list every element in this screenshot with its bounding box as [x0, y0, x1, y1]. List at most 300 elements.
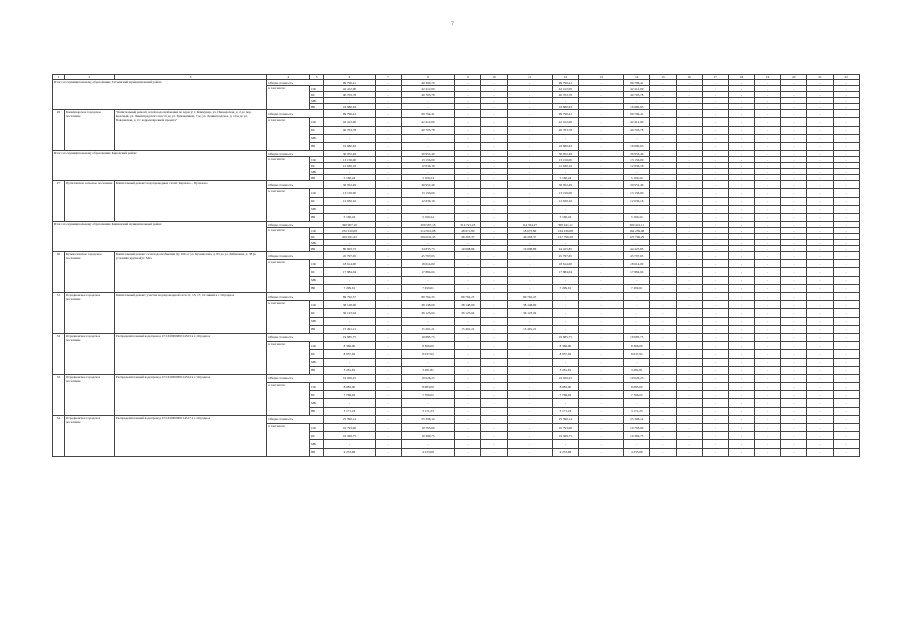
value-cell: -	[728, 276, 754, 284]
fund-source-label: БС	[310, 234, 324, 240]
value-cell: -	[702, 440, 728, 448]
value-cell: -	[481, 197, 507, 205]
total-cost-label: Общая стоимость	[267, 151, 324, 157]
including-label: в том числе:	[267, 301, 310, 334]
value-cell: -	[650, 189, 676, 197]
settlement-name: Отрадненское городское поселение	[64, 293, 114, 334]
value-cell: -	[624, 325, 650, 333]
value-cell: -	[481, 175, 507, 181]
value-cell: -	[728, 92, 754, 98]
value-cell: -	[578, 293, 623, 301]
value-cell: -	[324, 358, 375, 366]
value-cell: -	[702, 293, 728, 301]
column-number-header: 15	[650, 75, 676, 80]
value-cell: 8 366,00	[401, 342, 455, 350]
value-cell: 12 636,16	[552, 197, 578, 205]
value-cell: -	[728, 342, 754, 350]
value-cell: -	[650, 260, 676, 268]
value-cell: -	[507, 163, 552, 169]
value-cell: -	[702, 309, 728, 317]
value-cell: -	[755, 399, 781, 407]
value-cell: -	[755, 309, 781, 317]
value-cell: -	[578, 134, 623, 142]
settlement-name: Кузьмоловское городское поселение	[64, 252, 114, 293]
value-cell: -	[401, 134, 455, 142]
value-cell: -	[833, 358, 859, 366]
object-description: Капитальный ремонт сети водоснабжения Ду 160 от ул. Кузьмолова, д. 63 до ул. Рябиновая, д. 38 (в условиях крупной) г. Мга	[114, 252, 266, 293]
value-cell: -	[781, 407, 807, 415]
value-cell: -	[807, 358, 833, 366]
value-cell: -	[507, 432, 552, 440]
value-cell: -	[833, 293, 859, 301]
value-cell: -	[702, 213, 728, 221]
value-cell: -	[807, 342, 833, 350]
value-cell: -	[807, 175, 833, 181]
including-label: в том числе:	[267, 86, 310, 110]
value-cell: -	[833, 284, 859, 292]
value-cell: 164 239,08	[624, 228, 650, 234]
value-cell: -	[481, 293, 507, 301]
value-cell: 10 793,00	[324, 424, 375, 432]
value-cell: -	[781, 181, 807, 189]
value-cell: -	[702, 350, 728, 358]
value-cell: -	[578, 104, 623, 110]
value-cell: -	[781, 234, 807, 240]
value-cell: -	[781, 424, 807, 432]
value-cell: -	[375, 197, 401, 205]
value-cell: 13 156,00	[401, 157, 455, 163]
value-cell: 42 412,00	[324, 86, 375, 92]
value-cell: -	[833, 163, 859, 169]
value-cell: 8 366,00	[552, 342, 578, 350]
value-cell: -	[807, 276, 833, 284]
value-cell: 8 037,92	[552, 350, 578, 358]
total-cost-label: Общая стоимость	[267, 80, 324, 86]
value-cell: -	[324, 98, 375, 104]
value-cell: -	[481, 189, 507, 197]
value-cell: -	[676, 415, 702, 423]
value-cell: -	[401, 169, 455, 175]
budget-table-container	[52, 74, 859, 457]
total-cost-label: Общая стоимость	[267, 222, 324, 228]
value-cell: -	[833, 92, 859, 98]
value-cell: 46 203,37	[507, 234, 552, 240]
value-cell: -	[375, 424, 401, 432]
value-cell: -	[676, 163, 702, 169]
value-cell: -	[781, 268, 807, 276]
value-cell: -	[833, 366, 859, 374]
column-number-header: 10	[481, 75, 507, 80]
value-cell: -	[650, 98, 676, 104]
including-label: в том числе:	[267, 342, 310, 375]
value-cell: -	[676, 276, 702, 284]
value-cell: 30 952,49	[624, 181, 650, 189]
value-cell: -	[781, 175, 807, 181]
value-cell: -	[481, 366, 507, 374]
value-cell: -	[807, 80, 833, 86]
value-cell: -	[481, 252, 507, 260]
column-number-header: 6	[324, 75, 375, 80]
value-cell: -	[578, 415, 623, 423]
value-cell: -	[578, 268, 623, 276]
value-cell: -	[650, 163, 676, 169]
value-cell: -	[481, 284, 507, 292]
value-cell: -	[507, 197, 552, 205]
fund-source-label: ВБ	[310, 448, 324, 456]
value-cell: -	[702, 246, 728, 252]
value-cell: -	[375, 169, 401, 175]
value-cell: 45 797,65	[324, 252, 375, 260]
value-cell: -	[702, 157, 728, 163]
value-cell: -	[650, 228, 676, 234]
value-cell: -	[552, 309, 578, 317]
value-cell: -	[552, 276, 578, 284]
section-total-label: Итого по муниципальному образованию Киришский муниципальный район:	[53, 222, 267, 252]
value-cell: -	[755, 110, 781, 118]
value-cell: -	[781, 350, 807, 358]
value-cell: -	[728, 157, 754, 163]
value-cell: -	[702, 92, 728, 98]
value-cell: -	[755, 325, 781, 333]
value-cell: -	[755, 415, 781, 423]
value-cell: -	[455, 189, 481, 197]
value-cell: -	[755, 268, 781, 276]
value-cell: -	[481, 333, 507, 341]
fund-source-label: СФ	[310, 342, 324, 350]
settlement-name: Коммунарское городское поселение	[64, 110, 114, 151]
value-cell: 212 910,08	[401, 228, 455, 234]
value-cell: 36 123,04	[507, 309, 552, 317]
value-cell: -	[781, 276, 807, 284]
column-number-header: 22	[833, 75, 859, 80]
value-cell: -	[807, 407, 833, 415]
value-cell: -	[781, 317, 807, 325]
value-cell: 15 491,21	[455, 325, 481, 333]
value-cell: -	[833, 151, 859, 157]
value-cell: -	[728, 284, 754, 292]
value-cell: -	[507, 276, 552, 284]
value-cell: 19 685,75	[401, 333, 455, 341]
value-cell: -	[401, 440, 455, 448]
value-cell: -	[781, 260, 807, 268]
value-cell: 16 680,63	[624, 142, 650, 150]
value-cell: -	[833, 142, 859, 150]
value-cell: 10 369,75	[324, 432, 375, 440]
value-cell: -	[781, 333, 807, 341]
value-cell: -	[578, 391, 623, 399]
value-cell: -	[481, 407, 507, 415]
value-cell: -	[807, 163, 833, 169]
value-cell: -	[807, 333, 833, 341]
value-cell: -	[650, 92, 676, 98]
value-cell: -	[728, 104, 754, 110]
value-cell: -	[781, 213, 807, 221]
value-cell: -	[375, 317, 401, 325]
value-cell: -	[702, 134, 728, 142]
value-cell: -	[781, 197, 807, 205]
value-cell: -	[676, 284, 702, 292]
value-cell: -	[650, 333, 676, 341]
value-cell: 18 614,00	[552, 260, 578, 268]
value-cell: -	[375, 325, 401, 333]
value-cell: -	[781, 98, 807, 104]
table-row	[53, 333, 860, 341]
value-cell: 18 614,00	[324, 260, 375, 268]
value-cell: -	[781, 432, 807, 440]
value-cell: -	[781, 246, 807, 252]
value-cell: -	[375, 175, 401, 181]
value-cell: -	[807, 205, 833, 213]
value-cell: -	[455, 151, 481, 157]
value-cell: -	[755, 104, 781, 110]
value-cell: 42 412,00	[324, 118, 375, 126]
value-cell: -	[702, 126, 728, 134]
value-cell: -	[455, 374, 481, 382]
value-cell: -	[807, 98, 833, 104]
value-cell: -	[324, 205, 375, 213]
value-cell: -	[481, 163, 507, 169]
value-cell: -	[755, 175, 781, 181]
value-cell: -	[833, 374, 859, 382]
value-cell: 30 952,49	[624, 151, 650, 157]
value-cell: -	[375, 181, 401, 189]
value-cell: -	[807, 252, 833, 260]
value-cell: -	[702, 325, 728, 333]
value-cell: -	[702, 86, 728, 92]
value-cell: -	[676, 260, 702, 268]
value-cell: -	[507, 252, 552, 260]
value-cell: 16 680,63	[624, 104, 650, 110]
value-cell: -	[676, 252, 702, 260]
value-cell: 99 796,41	[324, 110, 375, 118]
value-cell: 204 041,43	[324, 234, 375, 240]
value-cell: 44 425,85	[624, 246, 650, 252]
value-cell: -	[507, 142, 552, 150]
total-cost-label: Общая стоимость	[267, 333, 324, 341]
value-cell: -	[650, 268, 676, 276]
value-cell: -	[676, 134, 702, 142]
fund-source-label: ВБ	[310, 246, 324, 252]
item-number: 34	[53, 415, 65, 456]
value-cell: -	[728, 399, 754, 407]
value-cell: -	[650, 350, 676, 358]
value-cell: 7 299,61	[552, 284, 578, 292]
value-cell: -	[578, 110, 623, 118]
value-cell: 3 171,23	[324, 407, 375, 415]
value-cell: -	[455, 98, 481, 104]
value-cell: -	[833, 448, 859, 456]
value-cell: -	[833, 407, 859, 415]
column-number-header: 19	[755, 75, 781, 80]
value-cell: -	[507, 118, 552, 126]
value-cell: -	[481, 80, 507, 86]
value-cell: 17 884,04	[324, 268, 375, 276]
column-number-header: 20	[781, 75, 807, 80]
value-cell: -	[833, 342, 859, 350]
including-label: в том числе:	[267, 157, 310, 181]
value-cell: -	[578, 205, 623, 213]
value-cell: -	[781, 309, 807, 317]
value-cell: -	[728, 222, 754, 228]
value-cell: -	[702, 383, 728, 391]
value-cell: -	[481, 301, 507, 309]
value-cell: -	[578, 260, 623, 268]
value-cell: -	[324, 240, 375, 246]
column-number-header: 14	[624, 75, 650, 80]
value-cell: -	[650, 276, 676, 284]
value-cell: -	[702, 142, 728, 150]
value-cell: 19 026,25	[624, 374, 650, 382]
item-number: 27	[53, 181, 65, 222]
column-number-header: 2	[64, 75, 114, 80]
value-cell: -	[755, 86, 781, 92]
value-cell: -	[833, 189, 859, 197]
fund-source-label: МБ	[310, 134, 324, 142]
value-cell: 40 703,78	[552, 92, 578, 98]
value-cell: -	[781, 142, 807, 150]
item-number: 31	[53, 293, 65, 334]
value-cell: 15 491,21	[507, 325, 552, 333]
value-cell: -	[702, 448, 728, 456]
value-cell: -	[676, 374, 702, 382]
value-cell: -	[578, 197, 623, 205]
value-cell: 8 366,00	[324, 342, 375, 350]
value-cell: -	[728, 234, 754, 240]
value-cell: -	[481, 169, 507, 175]
value-cell: -	[650, 234, 676, 240]
value-cell: -	[807, 118, 833, 126]
value-cell: -	[375, 415, 401, 423]
fund-source-label: СФ	[310, 301, 324, 309]
value-cell: -	[755, 234, 781, 240]
value-cell: -	[702, 284, 728, 292]
fund-source-label: СФ	[310, 424, 324, 432]
column-number-header: 16	[676, 75, 702, 80]
value-cell: 16 680,63	[552, 104, 578, 110]
value-cell: -	[676, 358, 702, 366]
value-cell: -	[578, 213, 623, 221]
value-cell: 4 233,68	[324, 448, 375, 456]
value-cell: -	[807, 366, 833, 374]
value-cell: -	[728, 142, 754, 150]
value-cell: -	[481, 110, 507, 118]
value-cell: -	[552, 399, 578, 407]
value-cell: -	[507, 157, 552, 163]
value-cell: -	[507, 175, 552, 181]
value-cell: 16 680,63	[324, 104, 375, 110]
value-cell: -	[755, 440, 781, 448]
value-cell: -	[375, 383, 401, 391]
value-cell: -	[650, 126, 676, 134]
value-cell: -	[578, 228, 623, 234]
value-cell: -	[624, 358, 650, 366]
value-cell: -	[728, 134, 754, 142]
value-cell: -	[833, 175, 859, 181]
value-cell: 38 148,00	[401, 301, 455, 309]
value-cell: -	[807, 110, 833, 118]
value-cell: -	[833, 169, 859, 175]
value-cell: -	[676, 142, 702, 150]
value-cell: -	[507, 181, 552, 189]
value-cell: -	[807, 424, 833, 432]
value-cell: -	[833, 234, 859, 240]
value-cell: -	[702, 104, 728, 110]
value-cell: -	[755, 163, 781, 169]
value-cell: -	[578, 118, 623, 126]
value-cell: -	[702, 222, 728, 228]
value-cell: -	[833, 276, 859, 284]
value-cell: -	[755, 276, 781, 284]
section-total-label: Итого по муниципальному образованию Кировский район:	[53, 151, 267, 181]
value-cell: -	[481, 234, 507, 240]
value-cell: -	[650, 399, 676, 407]
value-cell: 10 369,75	[401, 432, 455, 440]
value-cell: -	[650, 197, 676, 205]
value-cell: -	[781, 374, 807, 382]
total-cost-label: Общая стоимость	[267, 293, 324, 301]
value-cell: -	[833, 268, 859, 276]
value-cell: -	[578, 92, 623, 98]
fund-source-label: СФ	[310, 118, 324, 126]
including-label: в том числе:	[267, 228, 310, 252]
value-cell: -	[702, 205, 728, 213]
value-cell: -	[455, 424, 481, 432]
item-number: 33	[53, 374, 65, 415]
value-cell: -	[807, 383, 833, 391]
value-cell: 40 703,78	[401, 92, 455, 98]
value-cell: -	[833, 134, 859, 142]
value-cell: 10 793,00	[552, 424, 578, 432]
value-cell: -	[755, 126, 781, 134]
value-cell: 7 299,61	[324, 284, 375, 292]
fund-source-label: БС	[310, 432, 324, 440]
value-cell: 30 952,49	[324, 151, 375, 157]
value-cell: -	[507, 240, 552, 246]
column-number-header: 11	[507, 75, 552, 80]
value-cell: 19 026,25	[324, 374, 375, 382]
value-cell: 42 412,00	[624, 118, 650, 126]
fund-source-label: ВБ	[310, 284, 324, 292]
value-cell: -	[702, 391, 728, 399]
value-cell: -	[375, 260, 401, 268]
value-cell: -	[833, 246, 859, 252]
value-cell: -	[650, 104, 676, 110]
value-cell: -	[481, 205, 507, 213]
value-cell: 3 171,23	[624, 407, 650, 415]
column-number-header: 13	[578, 75, 623, 80]
value-cell: -	[375, 309, 401, 317]
value-cell: -	[507, 366, 552, 374]
value-cell: -	[507, 104, 552, 110]
value-cell: -	[728, 175, 754, 181]
value-cell: -	[552, 134, 578, 142]
value-cell: -	[702, 151, 728, 157]
value-cell: -	[702, 424, 728, 432]
value-cell: 30 952,49	[324, 181, 375, 189]
value-cell: -	[481, 374, 507, 382]
value-cell: -	[728, 126, 754, 134]
value-cell: -	[578, 333, 623, 341]
value-cell: -	[650, 284, 676, 292]
value-cell: -	[481, 118, 507, 126]
value-cell: -	[702, 268, 728, 276]
value-cell: 19 608,86	[455, 246, 481, 252]
value-cell: -	[624, 440, 650, 448]
value-cell: -	[650, 80, 676, 86]
value-cell: -	[807, 246, 833, 252]
value-cell: -	[807, 234, 833, 240]
value-cell: 3 171,23	[552, 407, 578, 415]
